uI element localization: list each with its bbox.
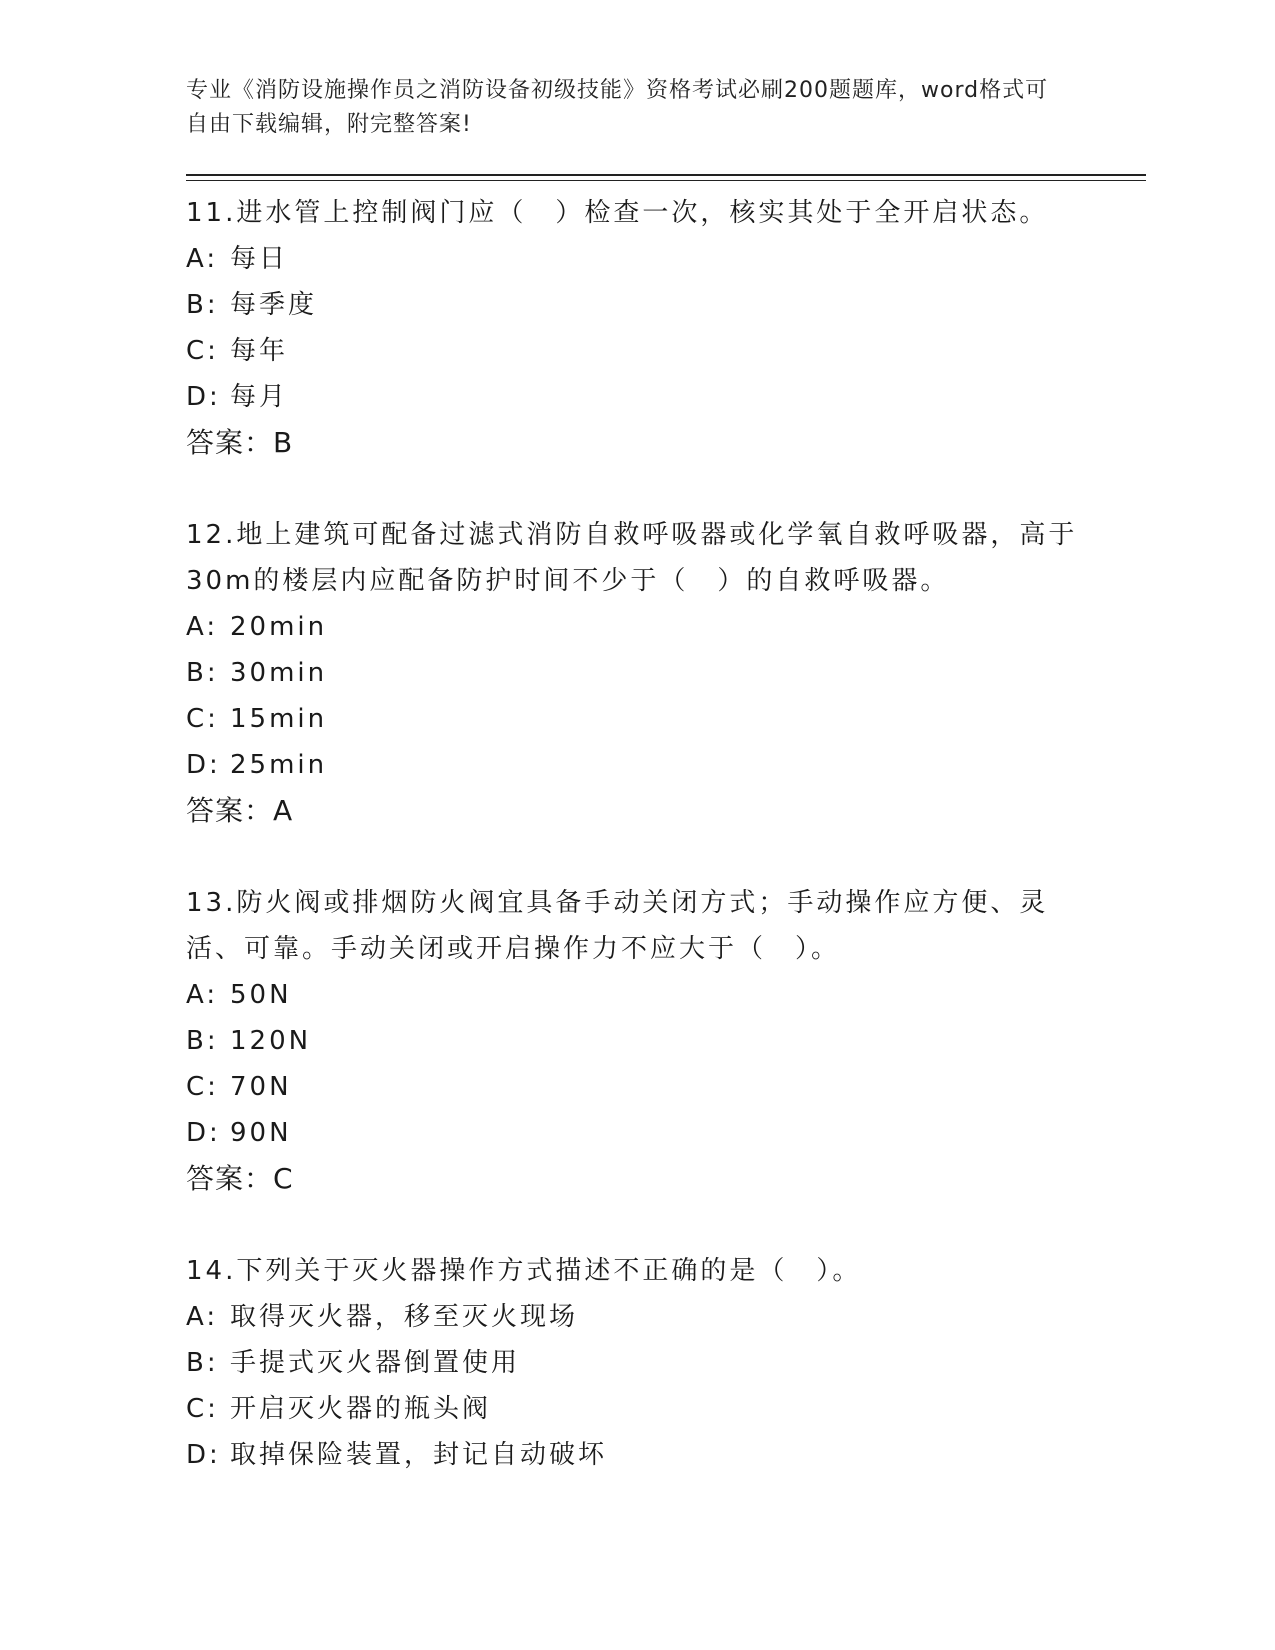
header-divider-thin xyxy=(186,180,1146,181)
option-a xyxy=(186,1294,1086,1340)
option-key: B: xyxy=(186,290,219,320)
option-c xyxy=(186,1386,1086,1432)
option-a xyxy=(186,972,1086,1018)
option-c xyxy=(186,1064,1086,1110)
option-b xyxy=(186,282,1086,328)
question-stem: 13.防火阀或排烟防火阀宜具备手动关闭方式；手动操作应方便、灵活、可靠。手动关闭或开启操作力不应大于（ ）。 xyxy=(186,888,1049,964)
question-stem: 11.进水管上控制阀门应（ ）检查一次，核实其处于全开启状态。 xyxy=(186,198,1049,228)
option-text: 每季度 xyxy=(230,290,318,320)
answer-line: 答案：B xyxy=(186,426,294,459)
question-14 xyxy=(186,1248,1086,1478)
option-key: A: xyxy=(186,612,219,642)
option-key: C: xyxy=(186,704,219,734)
document-header: 专业《消防设施操作员之消防设备初级技能》资格考试必刷200题题库，word格式可自由下载编辑，附完整答案! xyxy=(186,78,1049,137)
option-text: 20min xyxy=(230,612,328,642)
option-c xyxy=(186,696,1086,742)
option-text: 25min xyxy=(230,750,328,780)
option-key: C: xyxy=(186,336,219,366)
option-text: 90N xyxy=(230,1118,292,1148)
answer-line: 答案：C xyxy=(186,1162,294,1195)
answer-line: 答案：A xyxy=(186,794,294,827)
option-text: 取得灭火器，移至灭火现场 xyxy=(230,1302,579,1332)
option-key: B: xyxy=(186,1026,219,1056)
option-key: B: xyxy=(186,658,219,688)
spacer xyxy=(186,834,1086,880)
option-key: A: xyxy=(186,244,219,274)
option-c xyxy=(186,328,1086,374)
option-text: 取掉保险装置，封记自动破坏 xyxy=(230,1440,608,1470)
question-list xyxy=(186,190,1086,1478)
header-divider-thick xyxy=(186,174,1146,176)
spacer xyxy=(186,466,1086,512)
option-text: 手提式灭火器倒置使用 xyxy=(230,1348,521,1378)
option-key: D: xyxy=(186,750,221,780)
option-text: 70N xyxy=(230,1072,292,1102)
option-key: D: xyxy=(186,382,221,412)
option-key: D: xyxy=(186,1440,221,1470)
option-key: A: xyxy=(186,980,219,1010)
option-d xyxy=(186,742,1086,788)
option-text: 开启灭火器的瓶头阀 xyxy=(230,1394,492,1424)
option-text: 50N xyxy=(230,980,292,1010)
option-b xyxy=(186,1018,1086,1064)
option-d xyxy=(186,374,1086,420)
option-a xyxy=(186,236,1086,282)
option-text: 每年 xyxy=(230,336,289,366)
option-key: C: xyxy=(186,1394,219,1424)
question-stem: 14.下列关于灭火器操作方式描述不正确的是（ ）。 xyxy=(186,1256,862,1286)
option-key: B: xyxy=(186,1348,219,1378)
question-11 xyxy=(186,190,1086,466)
question-13 xyxy=(186,880,1086,1202)
option-d xyxy=(186,1110,1086,1156)
option-text: 120N xyxy=(230,1026,312,1056)
option-d xyxy=(186,1432,1086,1478)
option-key: C: xyxy=(186,1072,219,1102)
option-text: 30min xyxy=(230,658,328,688)
question-stem: 12.地上建筑可配备过滤式消防自救呼吸器或化学氧自救呼吸器，高于30m的楼层内应配备防护时间不少于（ ）的自救呼吸器。 xyxy=(186,520,1078,596)
question-12 xyxy=(186,512,1086,834)
option-key: D: xyxy=(186,1118,221,1148)
option-text: 每日 xyxy=(230,244,289,274)
option-b xyxy=(186,650,1086,696)
option-key: A: xyxy=(186,1302,219,1332)
option-text: 每月 xyxy=(230,382,289,412)
option-a xyxy=(186,604,1086,650)
spacer xyxy=(186,1202,1086,1248)
option-b xyxy=(186,1340,1086,1386)
option-text: 15min xyxy=(230,704,328,734)
